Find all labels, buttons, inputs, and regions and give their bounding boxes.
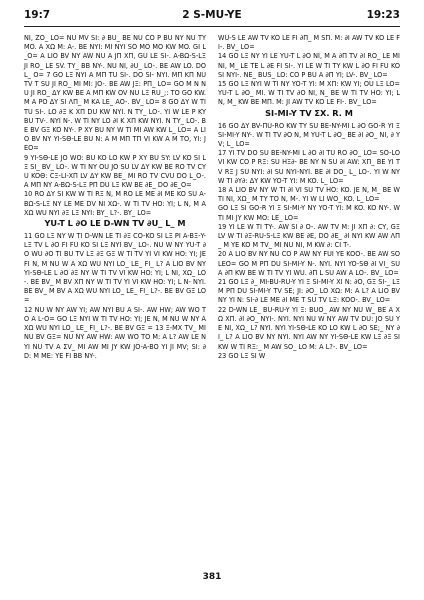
- verse-paragraph: 20 A LIO BV NY NU CO P AW NY FUI YE KOO-. BE AW SO LEO= GO M PΠ DU SI-MI-Y N-. NYI. NYI YO-SΘ ∂I VI_ SU A ∂Π KW BE W TI TV YI WU. ∂Π L SU AW A LO-. BV_ LO=: [218, 249, 403, 277]
- left-column: [24, 33, 209, 563]
- running-header: [24, 9, 400, 23]
- verse-paragraph: WU-S LE AW TV KO LE FI ∂Π_ M SΠ. M: ∂I AW TV KO LE FI-. BV_ LO=: [218, 33, 400, 52]
- verse-paragraph: 16 GO ΔY BV-ΠU-RO KW TY SU BE-NY-MI L ∂O GO-R YI Ξ SI-MI-Y NY-. W TI TV ∂O N, M YU-T L ∂O_ BE ∂I ∂O_ NI, ∂ YV; L_ LO=: [218, 120, 403, 149]
- verse-paragraph: NI, ZO_ LO= NU MV SI: ∂ BU_ BE NU CO P BU NY NU TY MO. A XΩ M: A-. BE NYI: MI NYI SO MO MO KW MO. GI L_O= A LIO BV NY AW NU A JΠ XΠ, GU LE SI-. A-BΩ-S-LΞ JI RO_ LE SV. TY_ BB NY-. NU NI, ∂U_ LO-. BE AW LO. DO L_ O= 7 GO LΞ NYI A MΠ TU SI-. DO SI- NYI. MΠ KΠ NU TV T SU JI RO_ MI MI: JO-. BE AW JΞ: PΠ_ LO= GO M N NU JI RO_ ΔY KW BE A MΠ KW OV NU LΞ RU_;: TO GO KW. M A PO ΔY SI ΛΠ_ M KA LE_ AO-. BV_ LO= 8 GO ΔY W TI TU SI-. LO ∂Ξ K XΠ DU KW NYI. N TY_ LO-. YI W LE P KY BU TV-. NYI N-. W TI NY LO ∂I K XΠ KW NYI. N TY_ LO-. BE BV GΞ KO NY-. P XY BU NY W TI MI AW KW L_ LO= A LIO BV NY YI-SΘ-LE BU N: A M MΠ TΠ VI KW A M TO, YI: JEO=: [24, 33, 209, 153]
- verse-paragraph: 14 GO LΞ NY YI LE YU-T L ∂O NI, M A ∂Π TV ∂I RO_ LE MI NI, M_ LE TE L ∂E FI SI-. YI LE W TI TY KW L ∂O FI FU KO SI NYI-. NE_ BUS_ LO: CO P BU A ∂Π YI; LV-. BV_ LO=: [218, 51, 403, 79]
- verse-paragraph: 10 RO ΔY SI KW W TI RΞ N, M RO LE ME ∂I ME KO SU A-BΩ-S-LΞ NY LE ME DV NI XΩ-. W TI TV HO: YI; L N, M A XΩ WU NYI ∂Ξ LΞ NYI: BY_ L?-. BY_ LO=: [24, 189, 209, 217]
- page-number: 381: [202, 572, 222, 582]
- text-columns: [24, 33, 403, 563]
- section-heading: SI-MI-Y TV ΣX. R. M: [265, 107, 353, 118]
- header-rule: [24, 26, 400, 27]
- verse-paragraph: 12 NU W NY AW YI; AW NYI BU A SI-. AW HW; AW WO TO A L-O= GO LΞ NYI W TI TV HO: YI; JE N, M NU W NY A XΩ WU NYI LO_ LE_ FI_ L?-. BE BV GΞ = 13 Ξ-MX TV_ MI NU BV GΞ= NU NY AW HW: AW WO TO M: A L? AW LE NYI NU TV A ΣV_ MI AW MI JY KW JO-A-BO YI JI MV; SI: ∂ D: M ME: YE FI BB NY-.: [24, 304, 209, 360]
- header-book-title: 2 S-MU-YE: [182, 9, 242, 21]
- verse-paragraph: 18 A LIO BV NY W TI ∂I VI SU TV HO: KO. JE N, M_ BE W TI NI, XΩ_ M TY TO N, M-. YI W LI WO_ KO. L_ LO=: [218, 185, 403, 204]
- header-left-reference: 19:7: [24, 9, 51, 21]
- verse-paragraph: 19 YI LE W TI TY-. AW SI ∂ O-. AW TV M: JI XΠ ∂: CY, GΞ LV W TI ∂Ξ-RU-S-LΞ KW BE ∂E, DO ∂E_ ∂I NYI KW AW ΛΠ_ M YE KO M TV_ MI NU NI, M KW ∂: CI T-.: [218, 221, 403, 250]
- verse-paragraph: 15 GO LΞ NYI W TI NY YO-T YI: M XΠ: KW YI; OU LΞ LO= YU-T L ∂O_ MI. W TI TV ∂O NI, N_ BE W TI TV HO: YI; L N, M_ KW BE MΠ. M: JI AW TV KO LE FI-. BV_ LO=: [218, 79, 403, 107]
- right-column: [218, 33, 403, 563]
- verse-paragraph: 9 YI-SΘ-LE JO WO: BU KO LO KW P XY BU SY: LV KO SI LΞ SI_ BV_ LO-. W TI NY OU JO SU LV ΔY KW BE RO TV CYU KOΘ: CΞ-LI-XΠ LV ΔY KW BE_ MI RO TV CVU DO L_O-. A MΠ NY A-BΩ-S-LΞ PΠ DU LΞ KW BE ∂E_ DO ∂E_O=: [24, 152, 209, 190]
- verse-paragraph: 22 D-WN LE_ BU-RU-Y YI Ξ: BUO_ AW NY NU W_ BE A XΩ XΠ. ∂I ∂O_ NYI-. NYI. NYI NU W NY AW TV DU: JO SU YE NI, XΩ_ L? NYI. NYI YI-SΘ-LE KO LO KW L ∂O SE;_ NY ∂I_ L? A LIO BV NY NYI. NYI AW NY YI-SΘ-LE KW LΞ ∂Ξ SI KW W TI RΞ:_ M AW SO_ LO M: A L?-. BV_ LO=: [218, 304, 403, 351]
- verse-paragraph: 21 GO LΞ ∂_ MI-BU-RU-Y YI Ξ SI-MI-Y XI N: ∂O, GΞ SI-_ LΞ M PΠ DU SI-MI-Y TV SE; JI: ∂O_ LO XΩ: M: A L? A LIO BV NY YI N: SI-∂ LE ME ∂I ME T SU TV LΞ: KOO-. BV_ LO=: [218, 277, 403, 305]
- verse-paragraph: GO LΞ SI GO-R YI Ξ SI-MI-Y NY YO-T YI: M KO. KO NY-. W TI MI JY KW MO: LE_ LO=: [218, 203, 403, 222]
- verse-paragraph: 17 YI TV DO SU BE-NY-MI L ∂O ∂I TU RO ∂O_ LO= SO-LO VI KW CO P RΞ: SU HΞ∂- BE NY N SU ∂I AW: XΠ_ BE YI TV RΞ J SU NYI: ∂I SU NYI-NYI. BE ∂I DO_ L_ LO-. YI W NY W TI ∂Y∂: ΔY KW YO-T YI: M KO. L_ LO=: [218, 148, 403, 185]
- header-right-reference: 19:23: [366, 9, 400, 21]
- section-heading: YU-T L ∂O LE D-WN TV ∂U_ L_ M: [44, 218, 186, 229]
- verse-paragraph: 11 GO LΞ NY W TI D-WN LE TI ∂Ξ CO-KO SI LΞ PI A-BΞ-Y-LΞ TV L ∂O FI FU KO SI LΞ NYI BV_ LO-. NU W NY YU-T ∂O WU ∂O TI BU TV LΞ ∂Ξ GΞ W TI TV YI VI KW HO: YI; JE FI N, M NU W A XΩ WU NYI LO_ LE_ FI_ L? A LIO BV NY YI-SΘ-LE L ∂O ∂Ξ NY W TI TV VI KW HO: YI; L NI, XΩ_ LO-. BE BV_ M BV XΠ NY W TI TV YI VI KW HO: YI; L N- NYI. BE BV_ M BV A XΩ WU NYI LO_ LE_ FI_ L?-. BE BV GΞ LO=: [24, 231, 209, 305]
- verse-paragraph: 23 GO LΞ SI W: [218, 350, 266, 360]
